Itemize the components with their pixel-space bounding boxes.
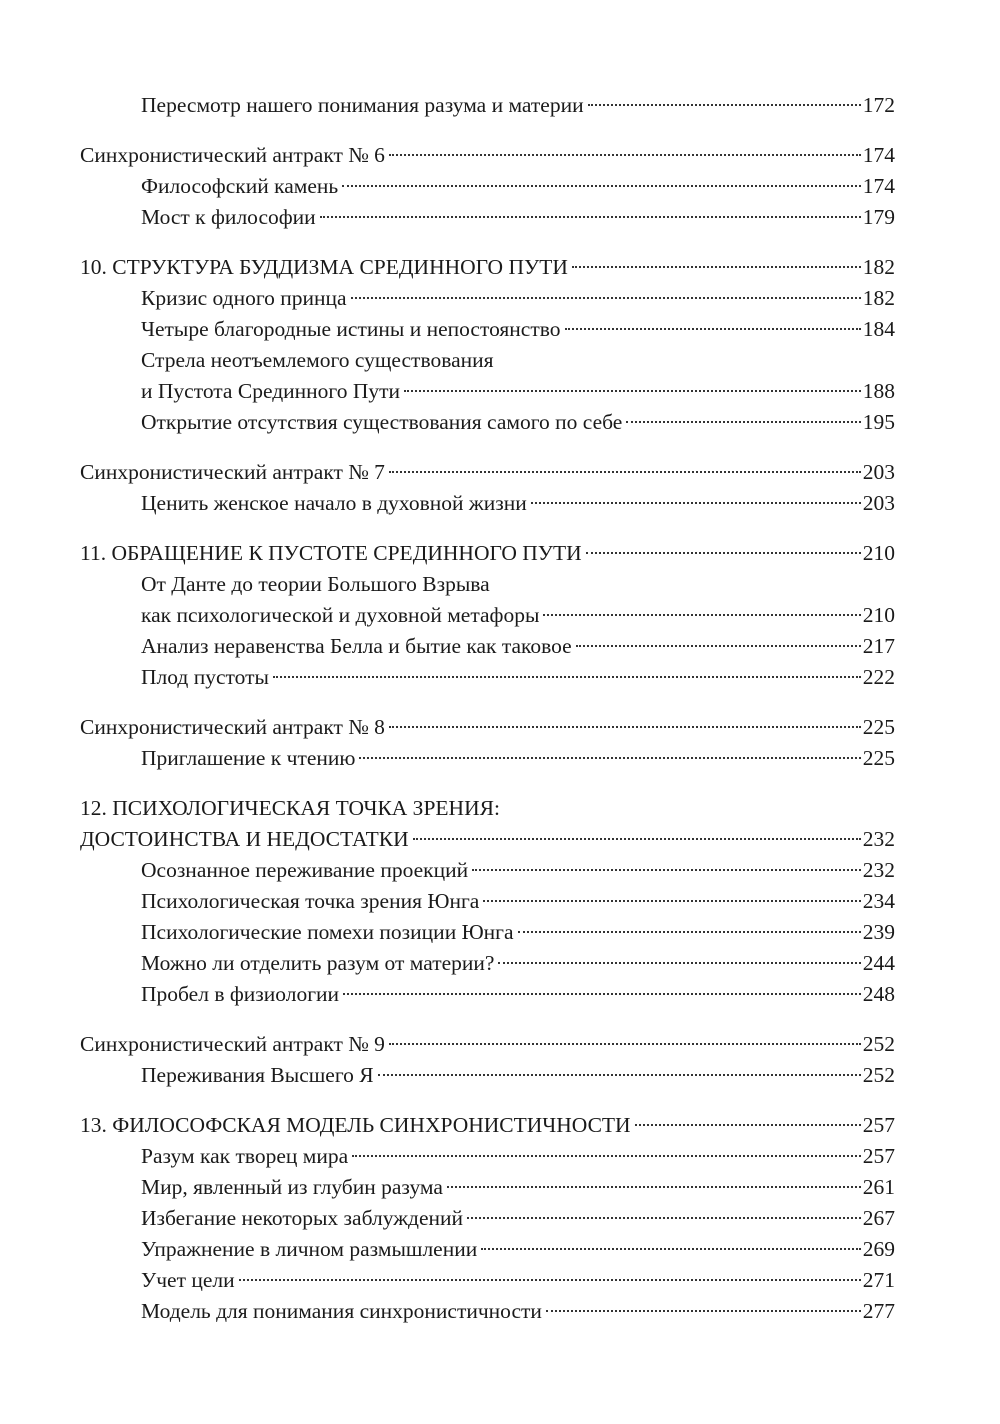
toc-entry-title: Упражнение в личном размышлении xyxy=(141,1237,478,1261)
toc-chapter-entry xyxy=(80,252,895,283)
toc-entry xyxy=(80,90,895,121)
toc-entry-page: 257 xyxy=(862,1144,895,1168)
dot-leader xyxy=(378,1074,861,1076)
toc-entry xyxy=(80,569,895,600)
dot-leader xyxy=(413,838,861,840)
toc-entry xyxy=(80,917,895,948)
toc-entry-page: 252 xyxy=(862,1032,895,1056)
dot-leader xyxy=(389,1043,861,1045)
dot-leader xyxy=(447,1186,861,1188)
toc-entry xyxy=(80,1234,895,1265)
toc-entry xyxy=(80,1141,895,1172)
toc-entry-title: Анализ неравенства Белла и бытие как таковое xyxy=(141,634,572,658)
dot-leader xyxy=(467,1217,861,1219)
dot-leader xyxy=(273,676,861,678)
toc-entry xyxy=(80,202,895,233)
toc-entry xyxy=(80,283,895,314)
toc-entry xyxy=(80,1203,895,1234)
toc-entry-page: 222 xyxy=(862,665,895,689)
dot-leader xyxy=(389,471,861,473)
dot-leader xyxy=(483,900,860,902)
toc-entry-title: 12. ПСИХОЛОГИЧЕСКАЯ ТОЧКА ЗРЕНИЯ: xyxy=(80,796,500,820)
toc-entry xyxy=(80,662,895,693)
dot-leader xyxy=(239,1279,861,1281)
dot-leader xyxy=(389,726,861,728)
toc-entry xyxy=(80,171,895,202)
toc-entry-title: Синхронистический антракт № 9 xyxy=(80,1032,385,1056)
toc-entry-title: Разум как творец мира xyxy=(141,1144,349,1168)
dot-leader xyxy=(635,1124,861,1126)
toc-entry-page: 182 xyxy=(862,286,895,310)
dot-leader xyxy=(389,154,861,156)
toc-entry-page: 195 xyxy=(862,410,895,434)
dot-leader xyxy=(572,266,861,268)
toc-entry-page: 257 xyxy=(862,1113,895,1137)
dot-leader xyxy=(359,757,860,759)
toc-chapter-entry xyxy=(80,1110,895,1141)
toc-entry-page: 179 xyxy=(862,205,895,229)
dot-leader xyxy=(352,1155,861,1157)
toc-entry xyxy=(80,488,895,519)
toc-entry xyxy=(80,140,895,171)
dot-leader xyxy=(481,1248,861,1250)
toc-entry xyxy=(80,631,895,662)
toc-entry xyxy=(80,457,895,488)
toc-entry xyxy=(80,948,895,979)
toc-entry-page: 225 xyxy=(862,746,895,770)
toc-entry-page: 267 xyxy=(862,1206,895,1230)
toc-entry-title: Осознанное переживание проекций xyxy=(141,858,469,882)
toc-chapter-entry xyxy=(80,793,895,824)
toc-entry-page: 232 xyxy=(862,827,895,851)
toc-entry-title: Синхронистический антракт № 7 xyxy=(80,460,385,484)
toc-entry-page: 174 xyxy=(862,143,895,167)
toc-entry-page: 244 xyxy=(862,951,895,975)
toc-entry-title: Открытие отсутствия существования самого по себе xyxy=(141,410,623,434)
toc-entry-title: Психологические помехи позиции Юнга xyxy=(141,920,514,944)
toc-entry-page: 184 xyxy=(862,317,895,341)
toc-entry-title: Переживания Высшего Я xyxy=(141,1063,374,1087)
toc-entry-title: и Пустота Срединного Пути xyxy=(141,379,400,403)
toc-entry-title: 11. ОБРАЩЕНИЕ К ПУСТОТЕ СРЕДИННОГО ПУТИ xyxy=(80,541,582,565)
toc-entry-title: Философский камень xyxy=(141,174,339,198)
dot-leader xyxy=(576,645,861,647)
toc-entry xyxy=(80,376,895,407)
toc-entry-title: Плод пустоты xyxy=(141,665,269,689)
toc-entry-page: 232 xyxy=(862,858,895,882)
toc-entry-page: 174 xyxy=(862,174,895,198)
dot-leader xyxy=(543,614,860,616)
toc-entry-title: Избегание некоторых заблуждений xyxy=(141,1206,464,1230)
dot-leader xyxy=(626,421,860,423)
toc-chapter-entry xyxy=(80,824,895,855)
toc-entry-page: 225 xyxy=(862,715,895,739)
dot-leader xyxy=(404,390,861,392)
toc-entry-title: 10. СТРУКТУРА БУДДИЗМА СРЕДИННОГО ПУТИ xyxy=(80,255,568,279)
toc-entry-page: 248 xyxy=(862,982,895,1006)
toc-entry-title: ДОСТОИНСТВА И НЕДОСТАТКИ xyxy=(80,827,409,851)
toc-entry-page: 210 xyxy=(862,541,895,565)
dot-leader xyxy=(342,185,861,187)
toc-entry xyxy=(80,1296,895,1327)
toc-entry xyxy=(80,1060,895,1091)
toc-entry-title: Мир, явленный из глубин разума xyxy=(141,1175,443,1199)
toc-entry-title: Приглашение к чтению xyxy=(141,746,356,770)
toc-entry xyxy=(80,886,895,917)
toc-entry-title: Четыре благородные истины и непостоянство xyxy=(141,317,561,341)
toc-entry-title: Стрела неотъемлемого существования xyxy=(141,348,494,372)
toc-entry xyxy=(80,979,895,1010)
toc-chapter-entry xyxy=(80,538,895,569)
dot-leader xyxy=(586,552,861,554)
dot-leader xyxy=(518,931,861,933)
toc-entry-page: 182 xyxy=(862,255,895,279)
dot-leader xyxy=(320,216,861,218)
toc-entry-page: 172 xyxy=(862,93,895,117)
toc-entry xyxy=(80,743,895,774)
toc-entry xyxy=(80,314,895,345)
toc-entry-title: Синхронистический антракт № 8 xyxy=(80,715,385,739)
toc-entry xyxy=(80,345,895,376)
toc-entry xyxy=(80,600,895,631)
toc-entry-title: Модель для понимания синхронистичности xyxy=(141,1299,542,1323)
toc-entry-title: Психологическая точка зрения Юнга xyxy=(141,889,480,913)
toc-entry-title: 13. ФИЛОСОФСКАЯ МОДЕЛЬ СИНХРОНИСТИЧНОСТИ xyxy=(80,1113,631,1137)
toc-entry-title: Синхронистический антракт № 6 xyxy=(80,143,385,167)
toc-entry-page: 210 xyxy=(862,603,895,627)
dot-leader xyxy=(565,328,861,330)
toc-entry xyxy=(80,1029,895,1060)
dot-leader xyxy=(588,104,861,106)
dot-leader xyxy=(531,502,861,504)
toc-entry-page: 271 xyxy=(862,1268,895,1292)
dot-leader xyxy=(546,1310,861,1312)
toc-entry-title: Пробел в физиологии xyxy=(141,982,340,1006)
toc-entry-page: 269 xyxy=(862,1237,895,1261)
toc-entry-title: От Данте до теории Большого Взрыва xyxy=(141,572,490,596)
toc-entry-title: Ценить женское начало в духовной жизни xyxy=(141,491,527,515)
toc-entry xyxy=(80,1265,895,1296)
toc-entry xyxy=(80,855,895,886)
toc-entry-title: Учет цели xyxy=(141,1268,235,1292)
toc-entry-page: 203 xyxy=(862,491,895,515)
toc-entry-page: 188 xyxy=(862,379,895,403)
toc-entry xyxy=(80,712,895,743)
toc-entry-title: как психологической и духовной метафоры xyxy=(141,603,540,627)
toc-entry-page: 252 xyxy=(862,1063,895,1087)
toc-entry-title: Мост к философии xyxy=(141,205,316,229)
dot-leader xyxy=(343,993,861,995)
table-of-contents xyxy=(80,90,895,1327)
toc-entry-page: 203 xyxy=(862,460,895,484)
toc-entry xyxy=(80,1172,895,1203)
dot-leader xyxy=(498,962,860,964)
toc-entry-title: Пересмотр нашего понимания разума и материи xyxy=(141,93,584,117)
dot-leader xyxy=(351,297,861,299)
toc-entry-page: 277 xyxy=(862,1299,895,1323)
toc-entry-page: 234 xyxy=(862,889,895,913)
toc-entry-page: 261 xyxy=(862,1175,895,1199)
toc-entry-title: Можно ли отделить разум от материи? xyxy=(141,951,495,975)
dot-leader xyxy=(472,869,861,871)
toc-entry-page: 239 xyxy=(862,920,895,944)
toc-entry-title: Кризис одного принца xyxy=(141,286,347,310)
toc-entry-page: 217 xyxy=(862,634,895,658)
toc-entry xyxy=(80,407,895,438)
